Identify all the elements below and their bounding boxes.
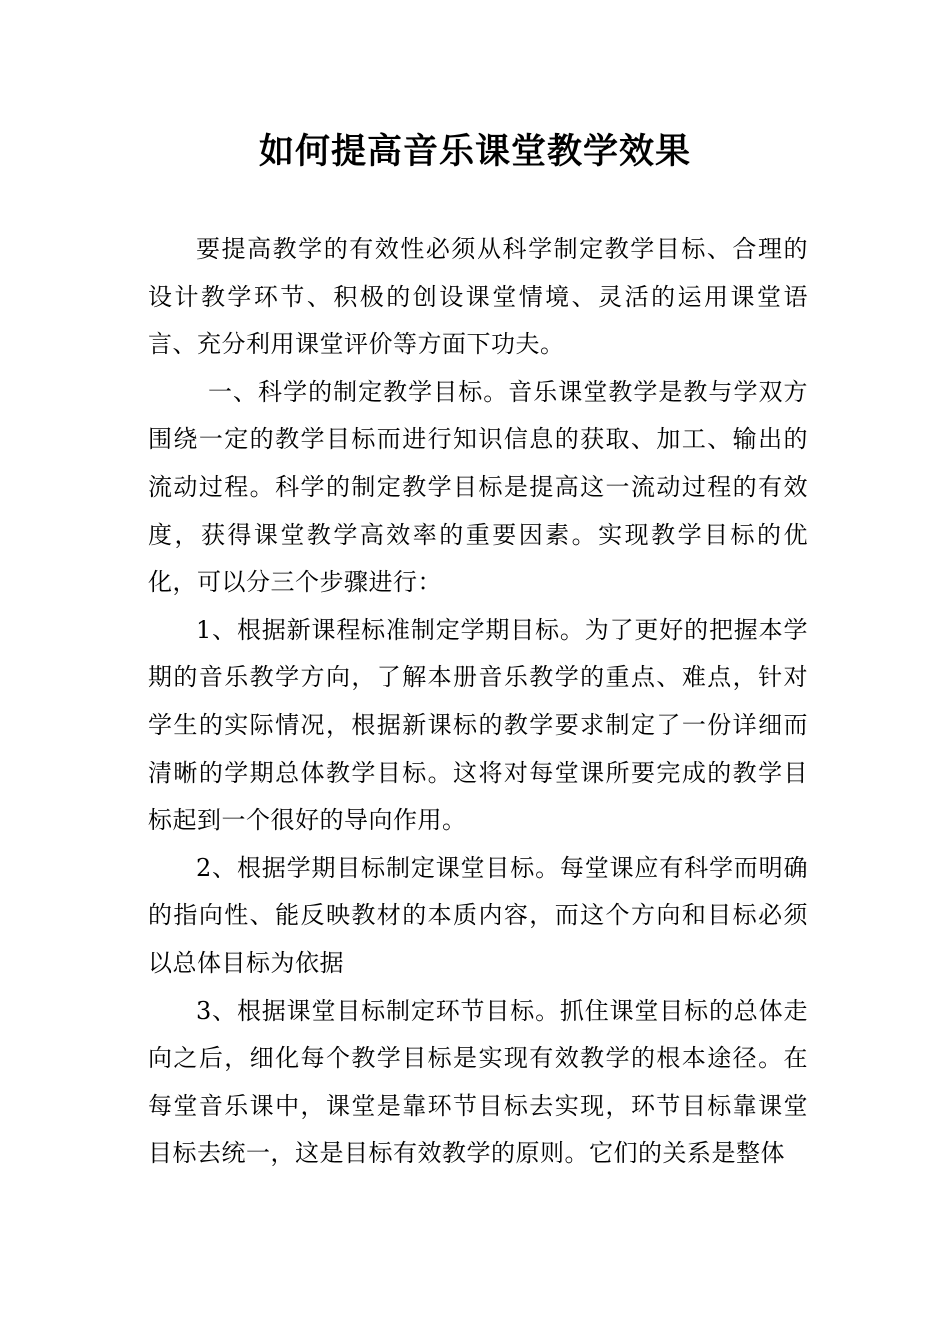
section-one-paragraph: 一、科学的制定教学目标。音乐课堂教学是教与学双方围绕一定的教学目标而进行知识信息的获取、加工、输出的流动过程。科学的制定教学目标是提高这一流动过程的有效度，获得课堂教学高效率的重要因素。实现教学目标的优化，可以分三个步骤进行： <box>148 377 808 597</box>
document-body <box>148 226 808 1178</box>
intro-paragraph: 要提高教学的有效性必须从科学制定教学目标、合理的设计教学环节、积极的创设课堂情境、灵活的运用课堂语言、充分利用课堂评价等方面下功夫。 <box>148 235 808 359</box>
step-one-paragraph: 1、根据新课程标准制定学期目标。为了更好的把握本学期的音乐教学方向，了解本册音乐教学的重点、难点，针对学生的实际情况，根据新课标的教学要求制定了一份详细而清晰的学期总体教学目标。这将对每堂课所要完成的教学目标起到一个很好的导向作用。 <box>148 615 808 835</box>
step-three-paragraph: 3、根据课堂目标制定环节目标。抓住课堂目标的总体走向之后，细化每个教学目标是实现有效教学的根本途径。在每堂音乐课中，课堂是靠环节目标去实现，环节目标靠课堂目标去统一，这是目标有效教学的原则。它们的关系是整体 <box>148 996 808 1168</box>
document-title: 如何提高音乐课堂教学效果 <box>258 131 691 172</box>
step-two-paragraph: 2、根据学期目标制定课堂目标。每堂课应有科学而明确的指向性、能反映教材的本质内容，而这个方向和目标必须以总体目标为依据 <box>148 853 808 977</box>
